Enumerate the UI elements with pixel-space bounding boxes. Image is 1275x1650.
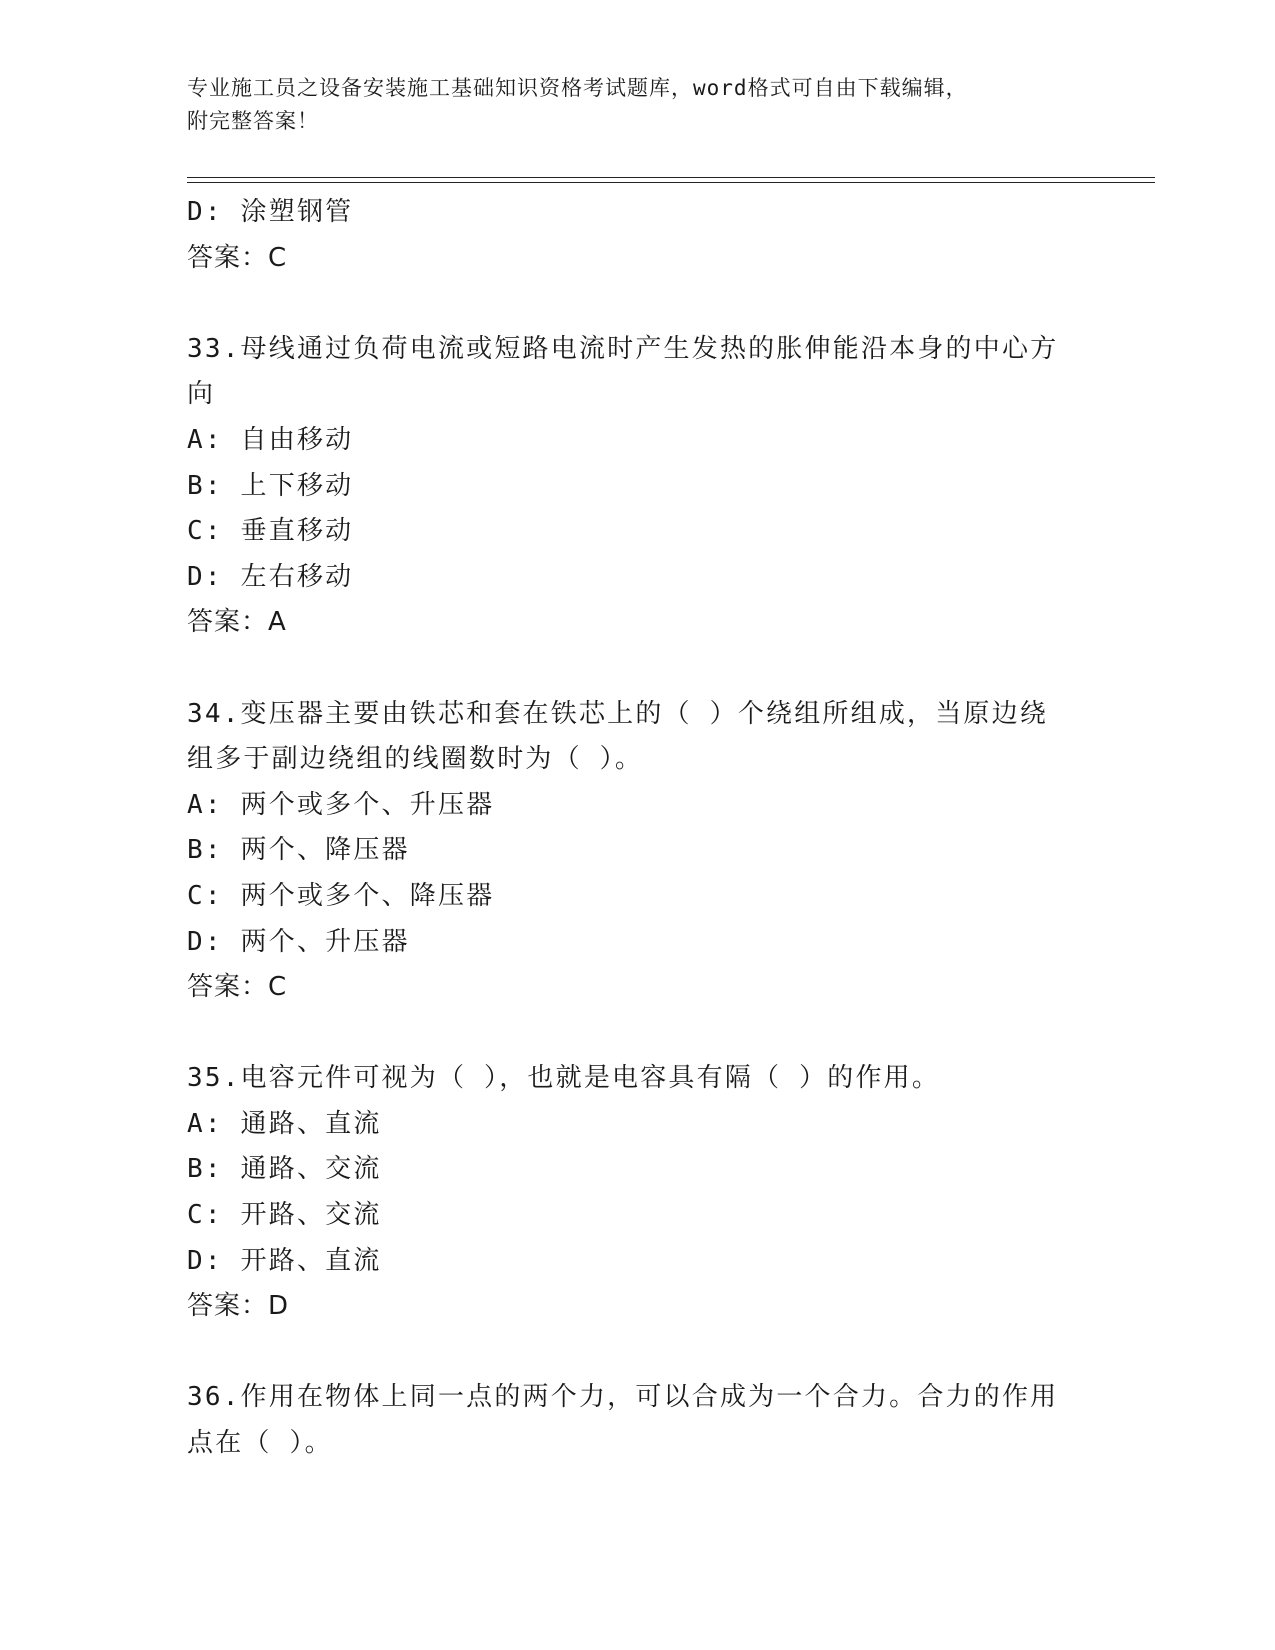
q34-option-d: D: 两个、升压器 — [187, 926, 410, 957]
q36-stem-line-2: 点在（ ）。 — [187, 1428, 333, 1459]
q34-stem-line-1: 34.变压器主要由铁芯和套在铁芯上的（ ）个绕组所组成，当原边绕 — [187, 698, 1049, 729]
q34-option-a: A: 两个或多个、升压器 — [187, 789, 495, 820]
q33-option-d: D: 左右移动 — [187, 561, 354, 592]
q35-stem-line-1: 35.电容元件可视为（ ），也就是电容具有隔（ ）的作用。 — [187, 1063, 941, 1094]
q33-option-a: A: 自由移动 — [187, 424, 354, 455]
spacer — [187, 1330, 1087, 1376]
document-header — [187, 72, 1087, 138]
q35-answer: 答案：D — [187, 1291, 290, 1322]
q33-stem-line-1: 33.母线通过负荷电流或短路电流时产生发热的胀伸能沿本身的中心方 — [187, 333, 1059, 364]
q33-option-b: B: 上下移动 — [187, 470, 354, 501]
spacer — [187, 646, 1087, 692]
q35-option-d: D: 开路、直流 — [187, 1245, 382, 1276]
spacer — [187, 281, 1087, 327]
question-list — [187, 190, 1087, 1467]
q33-option-c: C: 垂直移动 — [187, 516, 354, 547]
header-divider-top — [187, 177, 1155, 178]
q36-stem-line-1: 36.作用在物体上同一点的两个力，可以合成为一个合力。合力的作用 — [187, 1382, 1059, 1413]
header-divider-bottom — [187, 182, 1155, 183]
spacer — [187, 1011, 1087, 1057]
q35-option-a: A: 通路、直流 — [187, 1108, 382, 1139]
q34-answer: 答案：C — [187, 972, 288, 1003]
q34-stem-line-2: 组多于副边绕组的线圈数时为（ ）。 — [187, 744, 644, 775]
q35-option-b: B: 通路、交流 — [187, 1154, 382, 1185]
header-line-1: 专业施工员之设备安装施工基础知识资格考试题库，word格式可自由下载编辑， — [187, 76, 968, 100]
q35-option-c: C: 开路、交流 — [187, 1200, 382, 1231]
q33-answer: 答案：A — [187, 607, 287, 638]
prev-option-d: D: 涂塑钢管 — [187, 197, 354, 227]
q34-option-c: C: 两个或多个、降压器 — [187, 880, 495, 911]
prev-answer: 答案：C — [187, 242, 288, 273]
q33-stem-line-2: 向 — [187, 379, 216, 410]
q34-option-b: B: 两个、降压器 — [187, 835, 410, 866]
header-line-2: 附完整答案！ — [187, 109, 319, 133]
